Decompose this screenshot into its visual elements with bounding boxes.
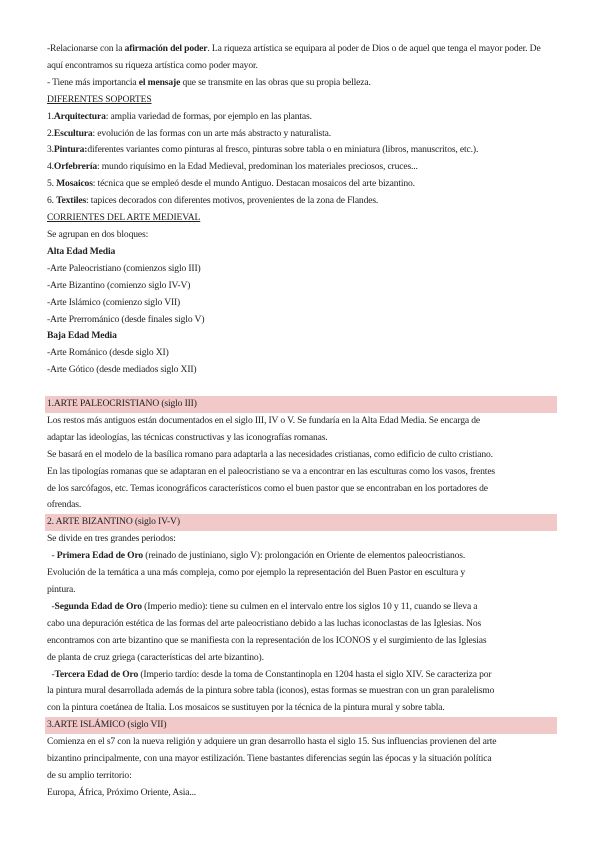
bold-term: Segunda Edad de Oro — [54, 600, 142, 612]
period-line: -Segunda Edad de Oro (Imperio medio): tiene su culmen en el intervalo entre los siglos 10 y 11, cuando se lleva a — [47, 600, 478, 612]
list-item: -Arte Gótico (desde mediados siglo XII) — [47, 364, 197, 376]
list-item: 4.Orfebrería: mundo riquísimo en la Edad Medieval, predominan los materiales preciosos, cruces... — [47, 161, 418, 173]
corrientes-intro: Se agrupan en dos bloques: — [47, 228, 149, 240]
list-item: -Arte Bizantino (comienzo siglo IV-V) — [47, 279, 191, 291]
list-item: -Arte Paleocristiano (comienzos siglo III) — [47, 262, 201, 274]
paragraph-line: de los sarcófagos, etc. Temas iconográficos característicos como el buen pastor que se encontraban en los portadores de — [47, 482, 488, 494]
paragraph-line: pintura. — [47, 583, 76, 595]
paragraph-line: Europa, África, Próximo Oriente, Asia... — [47, 786, 197, 798]
document-page — [47, 41, 557, 802]
intro-text: -Relacionarse con la — [47, 43, 125, 54]
spacer — [47, 379, 557, 396]
section-heading-paleocristiano: 1.ARTE PALEOCRISTIANO (siglo III) — [45, 396, 557, 413]
bold-term: el mensaje — [138, 76, 181, 88]
paragraph-line: cabo una depuración estética de las formas del arte paleocristiano debido a las luchas iconoclastas de las Iglesias. Nos — [47, 617, 482, 629]
list-item: -Arte Prerrománico (desde finales siglo V) — [47, 313, 205, 325]
section-heading-islamico: 3.ARTE ISLÁMICO (siglo VII) — [45, 717, 557, 734]
list-item: 6. Textiles: tapices decorados con diferentes motivos, provenientes de la zona de Flandes. — [47, 195, 379, 207]
intro-text: que se transmite en las obras que su propia belleza. — [180, 76, 371, 88]
paragraph-line: Comienza en el s7 con la nueva religión y adquiere un gran desarrollo hasta el siglo 15. Sus influencias provienen del arte — [47, 736, 497, 748]
paragraph-line: la pintura mural desarrollada además de la pintura sobre tabla (iconos), estas formas se muestran con un gran paralelismo — [47, 685, 495, 697]
list-item: 2.Escultura: evolución de las formas con un arte más abstracto y naturalista. — [47, 127, 331, 139]
list-item: 5. Mosaicos: técnica que se empleó desde el mundo Antiguo. Destacan mosaicos del arte bizantino. — [47, 178, 415, 190]
paragraph-line: con la pintura coetánea de Italia. Los mosaicos se sustituyen por la técnica de la pintura mural y sobre tabla. — [47, 702, 445, 714]
paragraph-line: Evolución de la temática a una más compleja, como por ejemplo la representación del Buen Pastor en escultura y — [47, 567, 465, 579]
section-heading-bizantino: 2. ARTE BIZANTINO (siglo IV-V) — [45, 514, 557, 531]
paragraph-line: de planta de cruz griega (características del arte bizantino). — [47, 651, 264, 663]
paragraph-line: ofrendas. — [47, 499, 82, 511]
period-line: -Tercera Edad de Oro (Imperio tardío: desde la toma de Constantinopla en 1204 hasta el siglo XIV. Se caracteriza por — [47, 668, 492, 680]
list-item: -Arte Islámico (comienzo siglo VII) — [47, 296, 181, 308]
subheading-baja-edad-media: Baja Edad Media — [47, 330, 117, 342]
bold-term: afirmación del poder — [124, 43, 208, 54]
paragraph-line: Los restos más antiguos están documentados en el siglo III, IV o V. Se fundaría en la Alta Edad Media. Se encarga de — [47, 414, 480, 426]
intro-paragraph-2 — [47, 75, 557, 92]
bold-term: Primera Edad de Oro — [56, 550, 144, 562]
section-heading-soportes: DIFERENTES SOPORTES — [47, 93, 152, 105]
list-item: 1.Arquitectura: amplia variedad de formas, por ejemplo en las plantas. — [47, 110, 312, 122]
paragraph-line: de su amplio territorio: — [47, 769, 132, 781]
list-item: -Arte Románico (desde siglo XI) — [47, 347, 169, 359]
intro-text: - Tiene más importancia — [47, 76, 139, 88]
paragraph-line: adaptar las ideologías, las técnicas constructivas y las iconografías romanas. — [47, 431, 328, 443]
intro-text: . La riqueza artística se equipara al poder de Dios o de aquel que tenga el mayor poder. De aquí encontramos su riqueza artística como poder mayor. — [47, 43, 541, 71]
paragraph-line: Se basará en el modelo de la basílica romano para adaptarla a las necesidades cristianas, como edificio de culto cristiano. — [47, 448, 493, 460]
section-heading-corrientes: CORRIENTES DEL ARTE MEDIEVAL — [47, 212, 201, 224]
subheading-alta-edad-media: Alta Edad Media — [47, 245, 116, 257]
paragraph-line: encontramos con arte bizantino que se manifiesta con la representación de los ICONOS y el surgimiento de las Iglesias — [47, 634, 487, 646]
list-item: 3.Pintura:diferentes variantes como pinturas al fresco, pinturas sobre tabla o en miniatura (libros, manuscritos, etc.). — [47, 144, 479, 156]
intro-paragraph-1 — [47, 41, 557, 75]
paragraph-line: bizantino principalmente, con una mayor estilización. Tiene bastantes diferencias según las épocas y la situación política — [47, 753, 492, 765]
bizantino-intro: Se divide en tres grandes periodos: — [47, 533, 176, 545]
soportes-list — [47, 109, 557, 210]
period-line: - Primera Edad de Oro (reinado de justiniano, siglo V): prolongación en Oriente de elementos paleocristianos. — [47, 550, 466, 562]
paragraph-line: En las tipologías romanas que se adaptaran en el paleocristiano se va a encontrar en las esculturas como los vasos, frentes — [47, 465, 496, 477]
bold-term: Tercera Edad de Oro — [54, 668, 139, 680]
